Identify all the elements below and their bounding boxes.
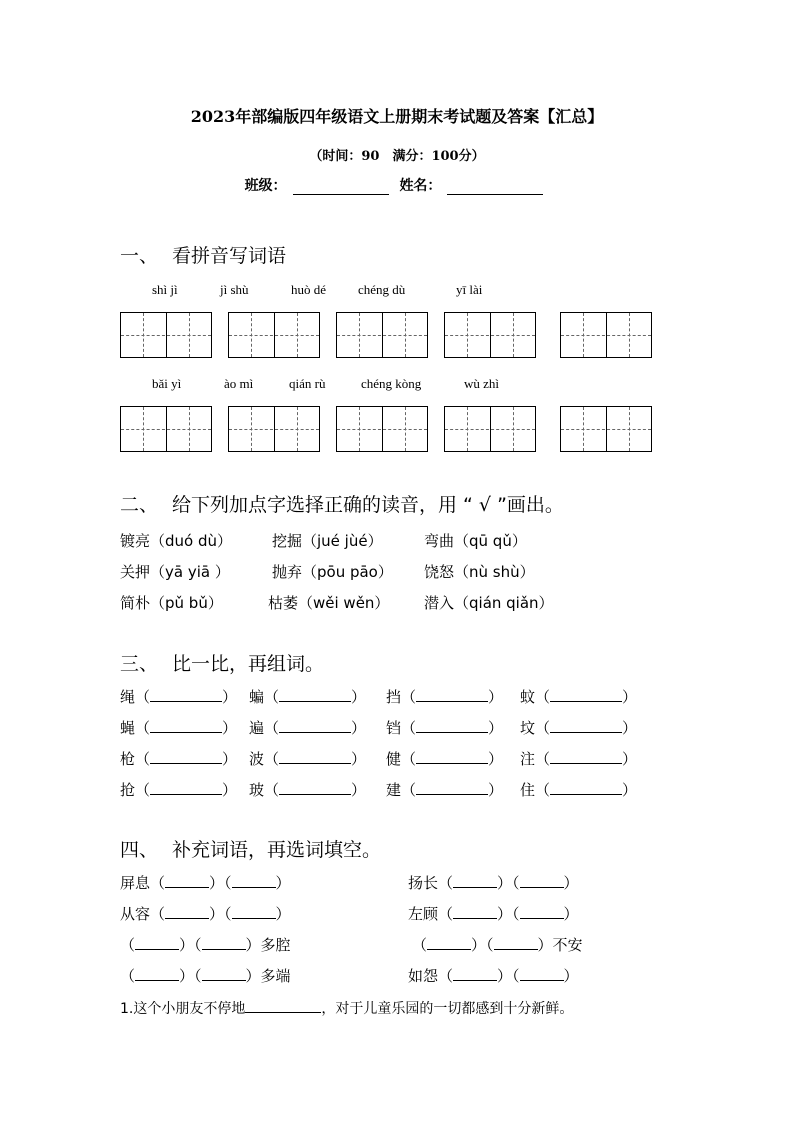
- idiom-suffix: 多端: [260, 967, 291, 985]
- pinyin-label: chéng dù: [358, 282, 406, 297]
- answer-blank[interactable]: [550, 749, 622, 764]
- answer-blank[interactable]: [279, 687, 351, 702]
- answer-blank[interactable]: [279, 718, 351, 733]
- answer-blank[interactable]: [232, 873, 276, 888]
- choice-item[interactable]: 弯曲（qū qǔ）: [424, 532, 527, 550]
- answer-blank[interactable]: [165, 904, 209, 919]
- word-blank-item: 注（ ）: [520, 750, 638, 768]
- idiom-item: （ ）（ ）多腔: [120, 936, 291, 954]
- character: 住: [520, 781, 536, 799]
- section-4-heading: [120, 835, 381, 862]
- answer-blank[interactable]: [279, 780, 351, 795]
- answer-blank[interactable]: [135, 935, 179, 950]
- word-blank-item: 抢（ ）: [120, 781, 238, 799]
- answer-blank[interactable]: [232, 904, 276, 919]
- answer-blank[interactable]: [520, 873, 564, 888]
- idiom-item: 扬长（ ）（ ）: [408, 874, 579, 892]
- character: 挡: [386, 688, 402, 706]
- answer-blank[interactable]: [550, 780, 622, 795]
- section-1-heading: [120, 241, 286, 268]
- idiom-suffix: 不安: [552, 936, 583, 954]
- answer-blank[interactable]: [416, 718, 488, 733]
- idiom-item: 从容（ ）（ ）: [120, 905, 291, 923]
- answer-blank[interactable]: [494, 935, 538, 950]
- word-blank-item: 建（ ）: [386, 781, 504, 799]
- word-blank-item: 绳（ ）: [120, 688, 238, 706]
- answer-blank[interactable]: [150, 749, 222, 764]
- answer-blank[interactable]: [550, 687, 622, 702]
- answer-blank[interactable]: [416, 687, 488, 702]
- character: 玻: [249, 781, 265, 799]
- choice-item[interactable]: 简朴（pǔ bǔ）: [120, 594, 223, 612]
- idiom-suffix: 多腔: [260, 936, 291, 954]
- idiom-item: （ ）（ ）不安: [412, 936, 583, 954]
- class-label: 班级：: [244, 178, 287, 194]
- writing-box[interactable]: [336, 312, 428, 358]
- word-blank-item: 住（ ）: [520, 781, 638, 799]
- character: 蚊: [520, 688, 536, 706]
- section-number: 四、: [120, 839, 159, 861]
- pinyin-label: wù zhì: [464, 376, 500, 391]
- section-number: 二、: [120, 494, 159, 516]
- answer-blank[interactable]: [150, 687, 222, 702]
- section-title: 看拼音写词语: [172, 245, 287, 267]
- answer-blank[interactable]: [150, 780, 222, 795]
- idiom-prefix: 扬长: [408, 874, 439, 892]
- section-number: 一、: [120, 245, 159, 267]
- answer-blank[interactable]: [550, 718, 622, 733]
- pinyin-label: chéng kòng: [361, 376, 422, 391]
- page-title: 2023年部编版四年级语文上册期末考试题及答案【汇总】: [190, 107, 604, 126]
- answer-blank[interactable]: [520, 966, 564, 981]
- class-blank[interactable]: [293, 179, 389, 195]
- character: 健: [386, 750, 402, 768]
- exam-info: （时间：90 满分：100分）: [309, 149, 485, 164]
- section-2-heading: [120, 490, 564, 517]
- answer-blank[interactable]: [416, 749, 488, 764]
- character: 坟: [520, 719, 536, 737]
- answer-blank[interactable]: [453, 904, 497, 919]
- name-label: 姓名：: [399, 178, 442, 194]
- character: 铛: [386, 719, 402, 737]
- writing-box[interactable]: [444, 312, 536, 358]
- answer-blank[interactable]: [520, 904, 564, 919]
- pinyin-label: jì shù: [220, 282, 249, 297]
- name-blank[interactable]: [447, 179, 543, 195]
- answer-blank[interactable]: [135, 966, 179, 981]
- word-blank-item: 挡（ ）: [386, 688, 504, 706]
- word-blank-item: 玻（ ）: [249, 781, 367, 799]
- answer-blank[interactable]: [150, 718, 222, 733]
- answer-blank[interactable]: [453, 873, 497, 888]
- idiom-prefix: 如怨: [408, 967, 439, 985]
- writing-box[interactable]: [444, 406, 536, 452]
- pinyin-label: shì jì: [152, 282, 178, 297]
- section-title: 给下列加点字选择正确的读音，用 “ √ ”画出。: [172, 494, 564, 516]
- answer-blank[interactable]: [202, 935, 246, 950]
- idiom-item: 如怨（ ）（ ）: [408, 967, 579, 985]
- choice-item[interactable]: 饶怒（nù shù）: [424, 563, 535, 581]
- writing-box[interactable]: [120, 312, 212, 358]
- pinyin-label: bǎi yì: [152, 376, 182, 391]
- character: 绳: [120, 688, 136, 706]
- word-blank-item: 健（ ）: [386, 750, 504, 768]
- character: 遍: [249, 719, 265, 737]
- choice-item[interactable]: 镀亮（duó dù）: [120, 532, 233, 550]
- word-blank-item: 蝙（ ）: [249, 688, 367, 706]
- character: 蝙: [249, 688, 265, 706]
- character: 枪: [120, 750, 136, 768]
- idiom-item: 屏息（ ）（ ）: [120, 874, 291, 892]
- character: 蝇: [120, 719, 136, 737]
- writing-box[interactable]: [228, 406, 320, 452]
- word-blank-item: 蚊（ ）: [520, 688, 638, 706]
- answer-blank[interactable]: [416, 780, 488, 795]
- sentence-prefix: 1.这个小朋友不停地: [120, 1001, 246, 1017]
- choice-item[interactable]: 枯萎（wěi wěn）: [268, 594, 390, 612]
- word-blank-item: 铛（ ）: [386, 719, 504, 737]
- section-title: 补充词语，再选词填空。: [172, 839, 382, 861]
- choice-item[interactable]: 挖掘（jué jùé）: [272, 532, 383, 550]
- character: 注: [520, 750, 536, 768]
- fill-sentence-1: [120, 998, 573, 1018]
- answer-blank[interactable]: [245, 998, 321, 1013]
- answer-blank[interactable]: [453, 966, 497, 981]
- answer-blank[interactable]: [165, 873, 209, 888]
- idiom-prefix: 屏息: [120, 874, 151, 892]
- answer-blank[interactable]: [279, 749, 351, 764]
- character: 抢: [120, 781, 136, 799]
- idiom-prefix: 左顾: [408, 905, 439, 923]
- word-blank-item: 坟（ ）: [520, 719, 638, 737]
- writing-box[interactable]: [228, 312, 320, 358]
- idiom-prefix: 从容: [120, 905, 151, 923]
- pinyin-label: huò dé: [291, 282, 327, 297]
- word-blank-item: 蝇（ ）: [120, 719, 238, 737]
- section-number: 三、: [120, 653, 159, 675]
- writing-box[interactable]: [560, 312, 652, 358]
- answer-blank[interactable]: [202, 966, 246, 981]
- section-3-heading: [120, 649, 324, 676]
- idiom-item: （ ）（ ）多端: [120, 967, 291, 985]
- pinyin-label: ào mì: [224, 376, 254, 391]
- character: 建: [386, 781, 402, 799]
- writing-box[interactable]: [120, 406, 212, 452]
- writing-box[interactable]: [560, 406, 652, 452]
- answer-blank[interactable]: [427, 935, 471, 950]
- sentence-suffix: ，对于儿童乐园的一切都感到十分新鲜。: [321, 1001, 574, 1017]
- choice-item[interactable]: 关押（yā yiā ）: [120, 563, 230, 581]
- idiom-item: 左顾（ ）（ ）: [408, 905, 579, 923]
- word-blank-item: 波（ ）: [249, 750, 367, 768]
- choice-item[interactable]: 潜入（qián qiǎn）: [424, 594, 554, 612]
- choice-item[interactable]: 抛弃（pōu pāo）: [272, 563, 393, 581]
- character: 波: [249, 750, 265, 768]
- pinyin-label: yī lài: [456, 282, 483, 297]
- word-blank-item: 遍（ ）: [249, 719, 367, 737]
- student-info-line: [0, 175, 794, 195]
- section-title: 比一比，再组词。: [172, 653, 325, 675]
- writing-box[interactable]: [336, 406, 428, 452]
- pinyin-label: qián rù: [289, 376, 326, 391]
- word-blank-item: 枪（ ）: [120, 750, 238, 768]
